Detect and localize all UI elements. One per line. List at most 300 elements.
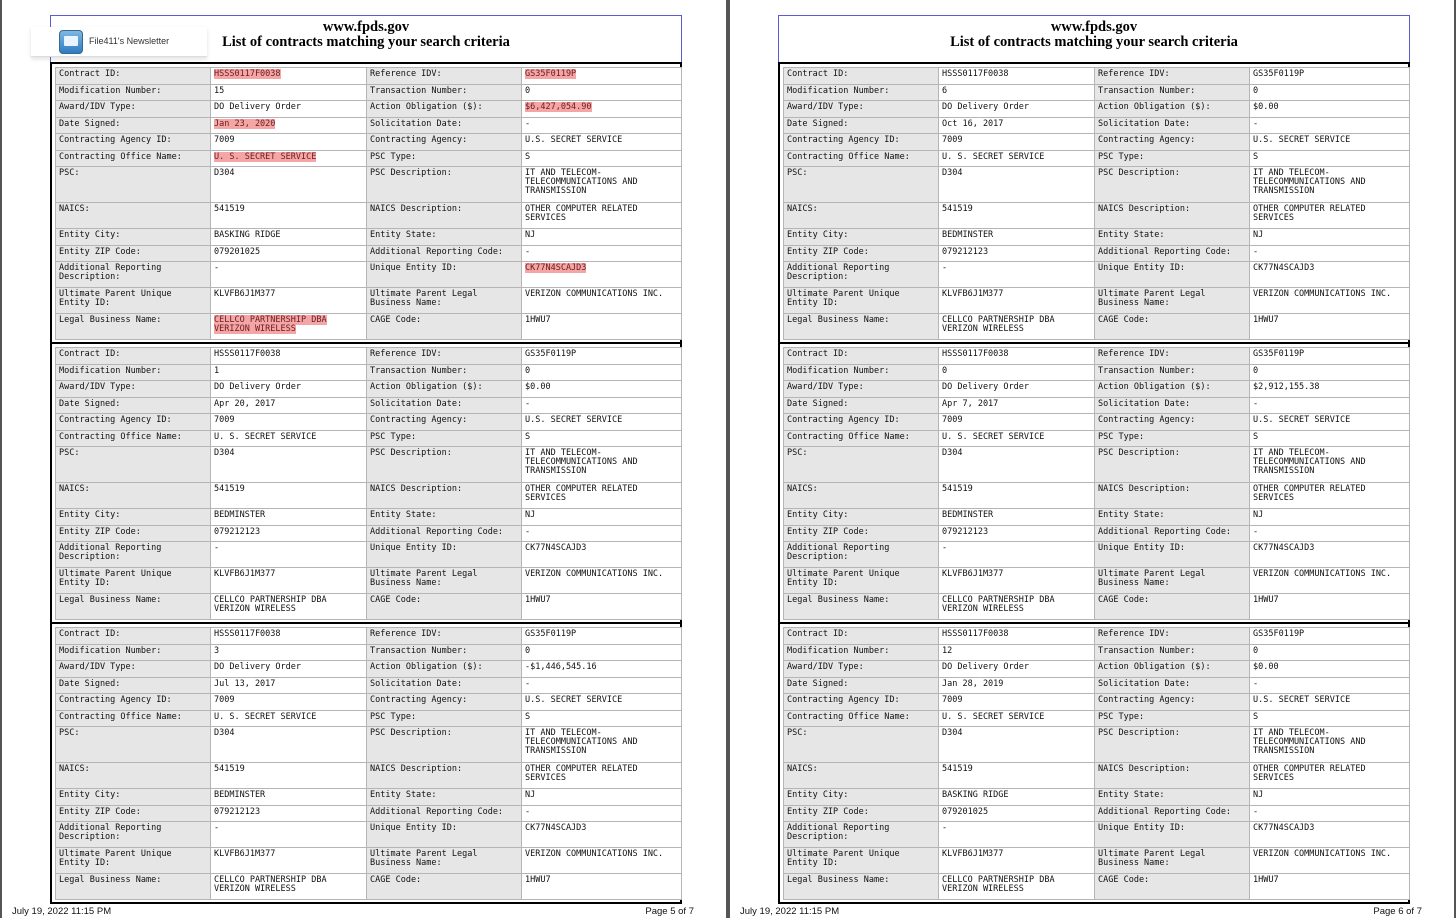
field-value-psc-type: [522, 710, 682, 727]
field-value-action-obligation: [1250, 661, 1410, 678]
field-value-text: VERIZON COMMUNICATIONS INC.: [1253, 289, 1392, 299]
field-value-psc: [211, 727, 367, 763]
field-value-entity-zip: [211, 805, 367, 822]
field-label-additional-reporting-code: Additional Reporting Code:: [367, 245, 522, 262]
field-value-award-type: [939, 101, 1095, 118]
field-value-solicitation-date: [1250, 397, 1410, 414]
field-value-text: $0.00: [1253, 102, 1279, 112]
field-label-entity-city: Entity City:: [56, 509, 211, 526]
field-value-entity-zip: [939, 805, 1095, 822]
field-value-text: 0: [525, 645, 531, 656]
field-label-psc-type: PSC Type:: [1095, 430, 1250, 447]
field-value-entity-city: [211, 509, 367, 526]
field-label-psc: PSC:: [784, 167, 939, 203]
field-label-contract-id: Contract ID:: [56, 348, 211, 365]
document-page: [728, 0, 1456, 918]
field-label-reference-idv: Reference IDV:: [1095, 628, 1250, 645]
table-row: [784, 84, 1410, 101]
field-label-additional-reporting-description: Additional Reporting Description:: [784, 262, 939, 288]
field-value-text: -: [1253, 398, 1259, 409]
field-value-text: Jan 28, 2019: [942, 678, 1004, 689]
table-row: [56, 763, 682, 789]
field-value-text: 1HWU7: [525, 875, 551, 885]
field-value-text: NJ: [1253, 230, 1264, 240]
field-label-date-signed: Date Signed:: [784, 117, 939, 134]
field-label-action-obligation: Action Obligation ($):: [367, 661, 522, 678]
field-value-unique-entity-id: [1250, 542, 1410, 568]
field-value-text: D304: [214, 728, 235, 738]
field-value-transaction-number: [1250, 364, 1410, 381]
field-value-naics: [211, 483, 367, 509]
field-value-text: 541519: [214, 764, 245, 774]
table-row: [56, 84, 682, 101]
table-row: [784, 710, 1410, 727]
table-row: [784, 848, 1410, 874]
field-value-text: HSSS0117F0038: [214, 69, 281, 79]
field-value-entity-state: [522, 229, 682, 246]
field-value-text: -: [942, 823, 948, 833]
field-value-text: CK77N4SCAJD3: [525, 823, 587, 833]
field-value-award-type: [211, 661, 367, 678]
field-label-contracting-office-name: Contracting Office Name:: [56, 710, 211, 727]
field-value-additional-reporting-description: [211, 542, 367, 568]
field-value-ultimate-parent-legal-name: [522, 568, 682, 594]
page-header: [778, 15, 1410, 63]
field-value-reference-idv: [1250, 68, 1410, 85]
field-value-text: DO Delivery Order: [214, 662, 301, 672]
field-value-naics-description: [522, 483, 682, 509]
field-value-additional-reporting-code: [522, 805, 682, 822]
table-row: [784, 203, 1410, 229]
field-value-text: -: [1253, 246, 1259, 257]
field-value-psc: [939, 167, 1095, 203]
table-row: [56, 644, 682, 661]
field-value-text: HSSS0117F0038: [214, 629, 281, 639]
field-label-action-obligation: Action Obligation ($):: [1095, 381, 1250, 398]
field-value-solicitation-date: [522, 117, 682, 134]
field-label-reference-idv: Reference IDV:: [367, 628, 522, 645]
table-row: [56, 483, 682, 509]
field-value-modification-number: [211, 84, 367, 101]
footer-page-number: Page 6 of 7: [1373, 906, 1422, 917]
field-value-psc-type: [1250, 430, 1410, 447]
field-value-transaction-number: [1250, 84, 1410, 101]
field-value-contracting-agency: [522, 694, 682, 711]
field-label-cage-code: CAGE Code:: [1095, 314, 1250, 340]
field-value-contracting-agency: [1250, 134, 1410, 151]
field-value-legal-business-name: [211, 594, 367, 620]
field-value-entity-state: [522, 789, 682, 806]
field-value-text: CELLCO PARTNERSHIP DBA VERIZON WIRELESS: [942, 315, 1055, 334]
field-value-text: D304: [942, 168, 963, 178]
field-label-entity-state: Entity State:: [1095, 229, 1250, 246]
field-value-text: CELLCO PARTNERSHIP DBA VERIZON WIRELESS: [214, 875, 327, 894]
field-value-text: CK77N4SCAJD3: [525, 263, 587, 273]
field-value-modification-number: [211, 364, 367, 381]
field-value-cage-code: [522, 874, 682, 900]
field-value-solicitation-date: [522, 677, 682, 694]
field-label-entity-city: Entity City:: [784, 509, 939, 526]
field-value-naics-description: [522, 203, 682, 229]
field-value-text: $0.00: [1253, 662, 1279, 672]
field-label-entity-zip: Entity ZIP Code:: [784, 805, 939, 822]
field-label-contracting-agency-id: Contracting Agency ID:: [56, 694, 211, 711]
field-value-text: 541519: [214, 484, 245, 494]
field-value-contract-id: [939, 628, 1095, 645]
field-label-entity-state: Entity State:: [1095, 789, 1250, 806]
field-value-modification-number: [939, 84, 1095, 101]
table-row: [784, 288, 1410, 314]
field-value-text: 541519: [214, 204, 245, 214]
field-label-psc-description: PSC Description:: [1095, 447, 1250, 483]
field-label-psc-description: PSC Description:: [1095, 727, 1250, 763]
field-label-solicitation-date: Solicitation Date:: [367, 397, 522, 414]
field-value-reference-idv: [1250, 348, 1410, 365]
field-value-entity-state: [1250, 509, 1410, 526]
field-value-psc: [939, 447, 1095, 483]
field-value-text: CELLCO PARTNERSHIP DBA VERIZON WIRELESS: [214, 315, 327, 334]
field-value-psc-type: [522, 150, 682, 167]
field-label-unique-entity-id: Unique Entity ID:: [1095, 542, 1250, 568]
table-row: [56, 381, 682, 398]
table-row: [56, 822, 682, 848]
field-value-additional-reporting-code: [1250, 245, 1410, 262]
field-value-entity-zip: [211, 245, 367, 262]
field-value-text: 541519: [942, 204, 973, 214]
newsletter-icon: [59, 30, 83, 54]
field-value-naics: [939, 483, 1095, 509]
table-row: [784, 101, 1410, 118]
field-value-naics-description: [1250, 203, 1410, 229]
field-label-naics-description: NAICS Description:: [1095, 483, 1250, 509]
contract-record: [780, 64, 1408, 344]
field-label-contract-id: Contract ID:: [56, 628, 211, 645]
field-value-award-type: [211, 101, 367, 118]
field-value-psc: [211, 167, 367, 203]
field-label-transaction-number: Transaction Number:: [1095, 364, 1250, 381]
table-row: [784, 509, 1410, 526]
field-label-additional-reporting-description: Additional Reporting Description:: [784, 822, 939, 848]
field-value-text: 0: [525, 85, 531, 96]
field-value-text: BASKING RIDGE: [214, 230, 281, 240]
field-value-contract-id: [939, 348, 1095, 365]
field-label-date-signed: Date Signed:: [56, 677, 211, 694]
field-value-text: 7009: [942, 415, 963, 425]
field-value-additional-reporting-description: [939, 822, 1095, 848]
field-label-additional-reporting-code: Additional Reporting Code:: [1095, 245, 1250, 262]
field-label-cage-code: CAGE Code:: [367, 874, 522, 900]
table-row: [784, 568, 1410, 594]
field-value-text: -: [1253, 118, 1259, 129]
field-value-additional-reporting-code: [1250, 525, 1410, 542]
field-value-naics: [939, 203, 1095, 229]
field-value-text: 079212123: [942, 526, 989, 537]
field-label-psc: PSC:: [56, 727, 211, 763]
field-value-text: NJ: [1253, 510, 1264, 520]
field-value-text: BEDMINSTER: [942, 510, 994, 520]
table-row: [784, 525, 1410, 542]
field-value-text: -: [525, 118, 531, 129]
field-value-text: 1HWU7: [1253, 595, 1279, 605]
field-label-unique-entity-id: Unique Entity ID:: [367, 262, 522, 288]
field-label-entity-zip: Entity ZIP Code:: [56, 245, 211, 262]
table-row: [784, 789, 1410, 806]
field-value-text: OTHER COMPUTER RELATED SERVICES: [525, 764, 638, 783]
field-label-contracting-agency: Contracting Agency:: [1095, 414, 1250, 431]
field-value-contracting-agency-id: [211, 414, 367, 431]
field-label-naics: NAICS:: [784, 203, 939, 229]
field-value-text: -: [525, 246, 531, 257]
field-value-text: CELLCO PARTNERSHIP DBA VERIZON WIRELESS: [942, 875, 1055, 894]
field-value-entity-zip: [211, 525, 367, 542]
field-label-date-signed: Date Signed:: [784, 677, 939, 694]
field-value-contract-id: [211, 628, 367, 645]
field-value-unique-entity-id: [1250, 822, 1410, 848]
field-label-cage-code: CAGE Code:: [1095, 874, 1250, 900]
field-value-text: VERIZON COMMUNICATIONS INC.: [1253, 569, 1392, 579]
field-value-psc-description: [522, 447, 682, 483]
field-label-contracting-office-name: Contracting Office Name:: [784, 710, 939, 727]
field-value-naics: [939, 763, 1095, 789]
table-row: [56, 262, 682, 288]
field-value-text: CK77N4SCAJD3: [525, 543, 587, 553]
field-label-solicitation-date: Solicitation Date:: [1095, 397, 1250, 414]
field-value-legal-business-name: [939, 594, 1095, 620]
field-value-text: 1HWU7: [525, 595, 551, 605]
contract-table: [55, 347, 682, 620]
field-label-contracting-agency-id: Contracting Agency ID:: [784, 414, 939, 431]
table-row: [56, 694, 682, 711]
field-value-solicitation-date: [1250, 677, 1410, 694]
field-value-contracting-agency-id: [211, 134, 367, 151]
field-label-ultimate-parent-uei: Ultimate Parent Unique Entity ID:: [784, 288, 939, 314]
field-value-text: U.S. SECRET SERVICE: [1253, 415, 1351, 425]
table-row: [56, 167, 682, 203]
field-value-text: 0: [942, 365, 948, 376]
field-value-text: VERIZON COMMUNICATIONS INC.: [525, 569, 664, 579]
field-value-text: 3: [214, 645, 220, 656]
field-label-contracting-agency-id: Contracting Agency ID:: [56, 414, 211, 431]
table-row: [56, 414, 682, 431]
field-label-psc-description: PSC Description:: [367, 727, 522, 763]
field-label-entity-zip: Entity ZIP Code:: [56, 805, 211, 822]
field-value-text: -: [214, 263, 220, 273]
field-value-text: CELLCO PARTNERSHIP DBA VERIZON WIRELESS: [214, 595, 327, 614]
field-value-date-signed: [211, 117, 367, 134]
field-value-contracting-office-name: [211, 710, 367, 727]
field-label-ultimate-parent-legal-name: Ultimate Parent Legal Business Name:: [367, 848, 522, 874]
field-label-contracting-agency-id: Contracting Agency ID:: [784, 134, 939, 151]
field-label-naics: NAICS:: [784, 483, 939, 509]
field-value-text: 079212123: [214, 806, 261, 817]
field-value-transaction-number: [522, 644, 682, 661]
field-value-text: U. S. SECRET SERVICE: [942, 711, 1045, 722]
field-label-ultimate-parent-legal-name: Ultimate Parent Legal Business Name:: [1095, 288, 1250, 314]
field-value-text: 541519: [942, 764, 973, 774]
field-value-text: IT AND TELECOM- TELECOMMUNICATIONS AND TRANSMISSION: [525, 728, 638, 756]
field-value-text: U.S. SECRET SERVICE: [525, 135, 623, 145]
field-value-contracting-office-name: [211, 150, 367, 167]
field-label-solicitation-date: Solicitation Date:: [1095, 677, 1250, 694]
field-value-reference-idv: [522, 68, 682, 85]
field-value-text: KLVFB6J1M377: [942, 289, 1004, 299]
table-row: [784, 414, 1410, 431]
table-row: [56, 628, 682, 645]
field-label-naics: NAICS:: [56, 203, 211, 229]
field-label-action-obligation: Action Obligation ($):: [1095, 101, 1250, 118]
field-value-text: 7009: [214, 415, 235, 425]
field-value-text: KLVFB6J1M377: [214, 289, 276, 299]
field-value-text: KLVFB6J1M377: [214, 569, 276, 579]
field-label-entity-city: Entity City:: [56, 229, 211, 246]
field-label-additional-reporting-code: Additional Reporting Code:: [367, 805, 522, 822]
field-value-legal-business-name: [939, 874, 1095, 900]
field-value-text: 0: [1253, 85, 1259, 96]
table-row: [784, 229, 1410, 246]
field-label-additional-reporting-code: Additional Reporting Code:: [1095, 805, 1250, 822]
field-value-text: S: [1253, 151, 1259, 162]
field-label-entity-city: Entity City:: [56, 789, 211, 806]
field-value-psc: [939, 727, 1095, 763]
field-value-contracting-agency: [522, 414, 682, 431]
table-row: [784, 150, 1410, 167]
field-value-ultimate-parent-uei: [939, 848, 1095, 874]
field-label-naics-description: NAICS Description:: [1095, 203, 1250, 229]
field-label-contracting-agency: Contracting Agency:: [1095, 134, 1250, 151]
field-value-reference-idv: [1250, 628, 1410, 645]
field-label-psc-description: PSC Description:: [1095, 167, 1250, 203]
field-value-ultimate-parent-legal-name: [522, 848, 682, 874]
field-value-text: 1HWU7: [1253, 315, 1279, 325]
field-value-naics: [211, 763, 367, 789]
field-label-legal-business-name: Legal Business Name:: [784, 594, 939, 620]
field-value-contract-id: [211, 68, 367, 85]
table-row: [784, 677, 1410, 694]
table-row: [56, 314, 682, 340]
field-value-text: 079212123: [942, 246, 989, 257]
field-label-naics-description: NAICS Description:: [367, 203, 522, 229]
field-value-entity-zip: [939, 525, 1095, 542]
table-row: [56, 710, 682, 727]
field-value-additional-reporting-code: [1250, 805, 1410, 822]
table-row: [56, 117, 682, 134]
field-value-entity-state: [1250, 789, 1410, 806]
field-label-naics-description: NAICS Description:: [367, 763, 522, 789]
field-value-text: 7009: [214, 695, 235, 705]
field-value-text: 1: [214, 365, 220, 376]
table-row: [56, 288, 682, 314]
field-label-psc: PSC:: [56, 167, 211, 203]
table-row: [56, 229, 682, 246]
field-label-contracting-office-name: Contracting Office Name:: [56, 430, 211, 447]
field-value-psc-description: [1250, 167, 1410, 203]
newsletter-badge[interactable]: [31, 27, 207, 57]
field-value-action-obligation: [1250, 101, 1410, 118]
field-value-text: VERIZON COMMUNICATIONS INC.: [1253, 849, 1392, 859]
table-row: [56, 525, 682, 542]
field-value-contracting-agency-id: [939, 694, 1095, 711]
field-label-award-type: Award/IDV Type:: [56, 381, 211, 398]
field-value-text: D304: [214, 168, 235, 178]
field-value-text: -: [1253, 806, 1259, 817]
field-value-text: NJ: [525, 510, 536, 520]
field-value-text: U.S. SECRET SERVICE: [1253, 135, 1351, 145]
field-value-text: DO Delivery Order: [214, 382, 301, 392]
field-value-text: 541519: [942, 484, 973, 494]
field-value-unique-entity-id: [522, 262, 682, 288]
field-label-psc-type: PSC Type:: [1095, 710, 1250, 727]
field-value-unique-entity-id: [522, 822, 682, 848]
field-label-reference-idv: Reference IDV:: [1095, 68, 1250, 85]
table-row: [784, 167, 1410, 203]
field-label-ultimate-parent-uei: Ultimate Parent Unique Entity ID:: [56, 288, 211, 314]
field-value-text: DO Delivery Order: [942, 102, 1029, 112]
field-value-text: OTHER COMPUTER RELATED SERVICES: [1253, 764, 1366, 783]
field-value-text: HSSS0117F0038: [942, 349, 1009, 359]
field-value-cage-code: [522, 594, 682, 620]
table-row: [784, 314, 1410, 340]
field-label-entity-state: Entity State:: [367, 789, 522, 806]
table-row: [784, 822, 1410, 848]
field-label-legal-business-name: Legal Business Name:: [56, 874, 211, 900]
field-value-ultimate-parent-uei: [939, 568, 1095, 594]
field-value-additional-reporting-description: [211, 822, 367, 848]
field-value-text: OTHER COMPUTER RELATED SERVICES: [525, 484, 638, 503]
field-value-text: GS35F0119P: [1253, 69, 1305, 79]
field-value-text: D304: [942, 728, 963, 738]
field-value-text: -: [525, 678, 531, 689]
field-label-transaction-number: Transaction Number:: [1095, 84, 1250, 101]
field-value-contract-id: [939, 68, 1095, 85]
field-value-naics-description: [1250, 763, 1410, 789]
field-value-text: 1HWU7: [1253, 875, 1279, 885]
field-value-text: IT AND TELECOM- TELECOMMUNICATIONS AND TRANSMISSION: [1253, 728, 1366, 756]
table-row: [56, 594, 682, 620]
field-value-ultimate-parent-uei: [211, 568, 367, 594]
field-value-text: GS35F0119P: [525, 629, 577, 639]
field-value-solicitation-date: [1250, 117, 1410, 134]
field-label-transaction-number: Transaction Number:: [367, 364, 522, 381]
field-value-text: BEDMINSTER: [942, 230, 994, 240]
field-value-text: IT AND TELECOM- TELECOMMUNICATIONS AND TRANSMISSION: [1253, 448, 1366, 476]
field-value-text: CELLCO PARTNERSHIP DBA VERIZON WIRELESS: [942, 595, 1055, 614]
field-value-cage-code: [1250, 594, 1410, 620]
field-label-contracting-agency: Contracting Agency:: [367, 694, 522, 711]
field-value-naics-description: [522, 763, 682, 789]
field-value-text: HSSS0117F0038: [214, 349, 281, 359]
field-label-transaction-number: Transaction Number:: [367, 644, 522, 661]
field-value-text: 1HWU7: [525, 315, 551, 325]
field-value-text: BEDMINSTER: [214, 510, 266, 520]
field-label-legal-business-name: Legal Business Name:: [56, 594, 211, 620]
field-label-modification-number: Modification Number:: [56, 364, 211, 381]
field-label-modification-number: Modification Number:: [56, 644, 211, 661]
field-value-entity-city: [211, 789, 367, 806]
field-value-text: S: [1253, 711, 1259, 722]
field-value-additional-reporting-code: [522, 525, 682, 542]
field-value-text: U. S. SECRET SERVICE: [942, 151, 1045, 162]
field-value-legal-business-name: [939, 314, 1095, 340]
field-label-reference-idv: Reference IDV:: [367, 68, 522, 85]
table-row: [784, 262, 1410, 288]
field-label-award-type: Award/IDV Type:: [784, 661, 939, 678]
field-value-text: -$1,446,545.16: [525, 662, 597, 672]
field-value-psc-description: [522, 167, 682, 203]
field-label-award-type: Award/IDV Type:: [56, 101, 211, 118]
field-value-text: -: [525, 398, 531, 409]
field-label-contract-id: Contract ID:: [784, 628, 939, 645]
field-value-cage-code: [1250, 874, 1410, 900]
